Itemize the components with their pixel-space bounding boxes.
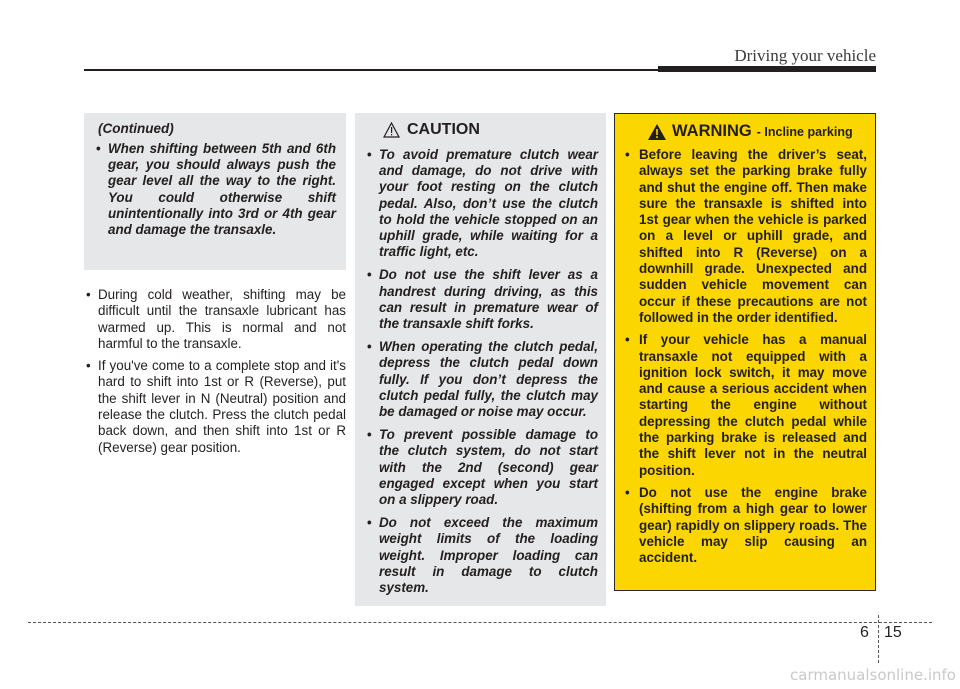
chapter-number: 6 [860,624,869,641]
warning-header [647,122,867,141]
list-item: • When operating the clutch pedal, depress the clutch pedal down fully. If you don’t depress the clutch pedal fully, the clutch may be damaged or noise may occur. [365,339,598,420]
list-item: • Do not use the engine brake (shifting from a high gear to lower gear) rapidly on slippery roads. The vehicle may slip causing an accident. [625,485,867,566]
list-item: • During cold weather, shifting may be difficult until the transaxle lubricant has warmed up. This is normal and not harmful to the transaxle. [84,287,346,352]
list-item: • Do not use the shift lever as a handrest during driving, as this can result in premature wear of the transaxle shift forks. [365,267,598,332]
warning-title: WARNING [672,122,752,140]
footer-rule [28,622,932,623]
warning-subtitle: - Incline parking [756,124,853,139]
continued-list [94,141,336,238]
warning-triangle-icon [647,123,667,141]
continued-panel [84,113,346,270]
caution-title: CAUTION [407,121,480,138]
list-item: • When shifting between 5th and 6th gear, you should always push the gear level all the way to the right. You could otherwise shift unintentionally into 3rd or 4th gear and damage the transaxle. [94,141,336,238]
warning-list [625,147,867,566]
body-list [84,287,346,462]
list-item: • Before leaving the driver’s seat, always set the parking brake fully and shut the engine off. Then make sure the transaxle is shifted into 1st gear when the vehicle is parked on a level or uphill grade, and shifted into R (Reverse) on a downhill grade. Unexpected and sudden vehicle movement can occur if these precautions are not followed in the order identified. [625,147,867,326]
caution-triangle-icon [383,122,400,138]
list-item: • To avoid premature clutch wear and damage, do not drive with your foot resting on the clutch pedal. Also, don’t use the clutch to hold the vehicle stopped on an uphill grade, while waiting for a traffic light, etc. [365,147,598,260]
list-item: • To prevent possible damage to the clutch system, do not start with the 2nd (second) gear engaged except when you start on a slippery road. [365,427,598,508]
list-item: • If you've come to a complete stop and it's hard to shift into 1st or R (Reverse), put the shift lever in N (Neutral) position and release the clutch. Press the clutch pedal back down, and then shift into 1st or R (Reverse) gear position. [84,358,346,456]
header-rule-thick [658,66,876,72]
watermark: carmanualsonline.info [790,666,956,684]
section-title: Driving your vehicle [734,46,876,65]
list-item: • If your vehicle has a manual transaxle not equipped with a ignition lock switch, it may move and cause a serious accident when starting the engine without depressing the clutch pedal while the parking brake is released and the shift lever not in the neutral position. [625,332,867,479]
warning-panel [614,113,876,591]
list-item: • Do not exceed the maximum weight limits of the loading weight. Improper loading can result in damage to clutch system. [365,515,598,596]
page-number: 15 [884,624,902,641]
header-rule [84,69,660,71]
continued-title: (Continued) [98,121,174,136]
caution-list [365,147,598,596]
page-separator [878,615,879,663]
caution-panel [355,113,606,606]
caution-header [383,121,598,139]
